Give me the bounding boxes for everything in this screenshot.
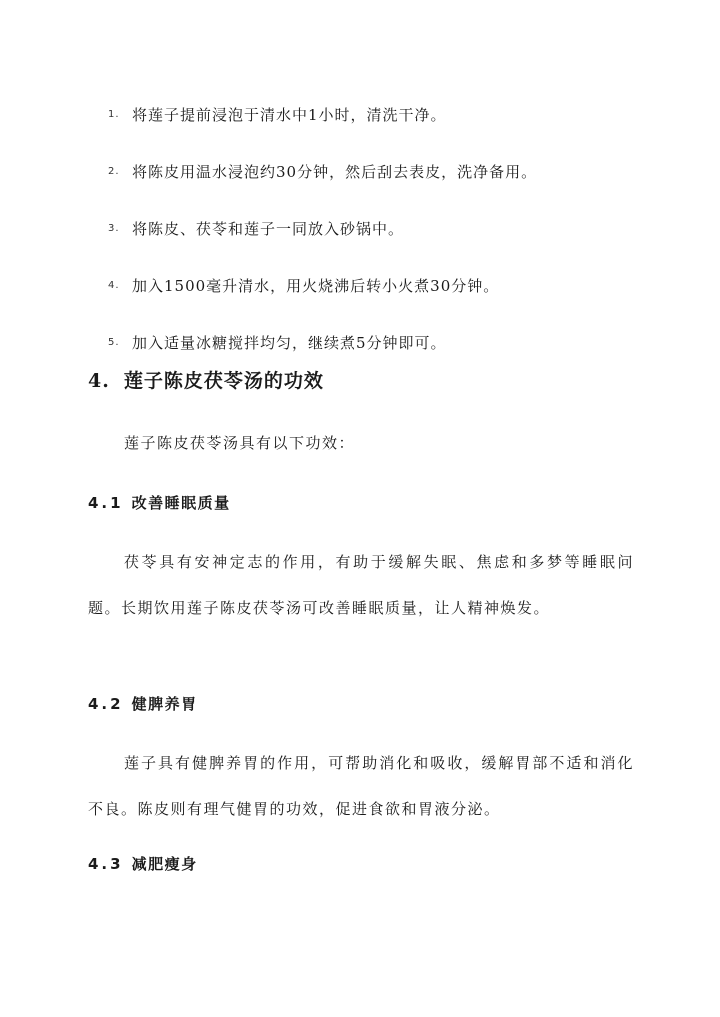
step-text: 将陈皮用温水浸泡约30分钟，然后刮去表皮，洗净备用。 — [132, 163, 538, 181]
list-item — [108, 314, 668, 371]
list-item — [108, 200, 668, 257]
step-number: 5. — [108, 337, 120, 348]
step-number: 1. — [108, 109, 120, 120]
subsection-paragraph: 茯苓具有安神定志的作用，有助于缓解失眠、焦虑和多梦等睡眠问题。长期饮用莲子陈皮茯苓汤可改善睡眠质量，让人精神焕发。 — [88, 553, 634, 617]
step-text: 加入适量冰糖搅拌均匀，继续煮5分钟即可。 — [132, 334, 447, 352]
subsection-heading — [88, 492, 231, 513]
section-heading — [88, 366, 324, 393]
preparation-steps-list — [108, 86, 668, 371]
subsection-paragraph: 莲子具有健脾养胃的作用，可帮助消化和吸收，缓解胃部不适和消化不良。陈皮则有理气健胃的功效，促进食欲和胃液分泌。 — [88, 754, 634, 818]
section-number: 4. — [88, 370, 110, 392]
subsection-heading — [88, 693, 198, 714]
step-number: 3. — [108, 223, 120, 234]
step-number: 2. — [108, 166, 120, 177]
section-intro: 莲子陈皮茯苓汤具有以下功效： — [124, 434, 356, 452]
list-item — [108, 86, 668, 143]
step-text: 加入1500毫升清水，用火烧沸后转小火煮30分钟。 — [132, 277, 500, 295]
list-item — [108, 257, 668, 314]
subsection-number: 4.2 — [88, 695, 124, 713]
section-title: 莲子陈皮茯苓汤的功效 — [123, 370, 324, 392]
list-item — [108, 143, 668, 200]
subsection-heading — [88, 853, 198, 874]
subsection-title: 改善睡眠质量 — [131, 494, 231, 512]
subsection-number: 4.1 — [88, 494, 124, 512]
step-number: 4. — [108, 280, 120, 291]
subsection-number: 4.3 — [88, 855, 124, 873]
subsection-title: 健脾养胃 — [131, 695, 198, 713]
step-text: 将莲子提前浸泡于清水中1小时，清洗干净。 — [132, 106, 447, 124]
subsection-title: 减肥瘦身 — [131, 855, 198, 873]
step-text: 将陈皮、茯苓和莲子一同放入砂锅中。 — [132, 220, 405, 238]
